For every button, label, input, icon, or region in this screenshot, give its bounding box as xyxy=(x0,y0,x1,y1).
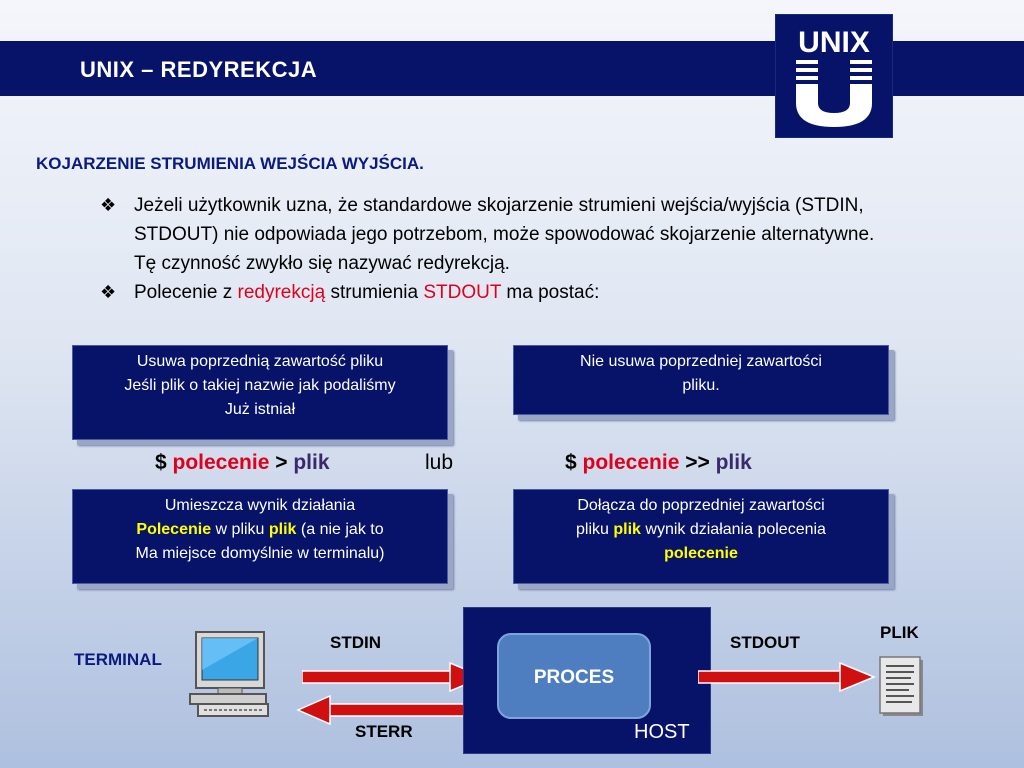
document-icon xyxy=(879,656,925,718)
box-append-result xyxy=(513,489,889,584)
box-append-desc xyxy=(513,345,889,415)
terminal-label: TERMINAL xyxy=(74,650,162,669)
bullet-item xyxy=(100,278,900,307)
box-line: Nie usuwa poprzedniej zawartości xyxy=(580,353,822,370)
bullet-list xyxy=(100,191,900,307)
bullet-text: Jeżeli użytkownik uzna, że standardowe skojarzenie strumieni wejścia/wyjścia (STDIN, STDOUT) nie odpowiada jego potrzebom, może spowodować skojarzenie alternatywne. Tę czynność zwykło się nazywać redyrekcją. xyxy=(134,195,875,274)
cmd-name: polecenie xyxy=(582,451,680,474)
stdin-label: STDIN xyxy=(330,633,381,652)
process-box: PROCES xyxy=(497,633,651,719)
cmd-file: plik xyxy=(293,451,330,474)
arrow-right-icon xyxy=(698,661,876,693)
box-line: Już istniał xyxy=(224,401,296,418)
box-line: Ma miejsce domyślnie w terminalu) xyxy=(135,545,385,562)
highlight-plik: plik xyxy=(613,521,641,538)
section-heading: KOJARZENIE STRUMIENIA WEJŚCIA WYJŚCIA. xyxy=(36,154,424,173)
arrow-right-icon xyxy=(302,661,486,693)
box-line: Jeśli plik o takiej nazwie jak podaliśmy xyxy=(124,377,396,394)
cmd-operator: >> xyxy=(679,451,716,474)
bullet-text-part: ma postać: xyxy=(501,282,600,303)
cmd-dollar: $ xyxy=(155,451,173,474)
box-line: pliku. xyxy=(682,377,720,394)
or-label: lub xyxy=(425,451,454,474)
arrow-left-icon xyxy=(296,695,466,725)
box-line xyxy=(514,518,888,542)
bullet-item xyxy=(100,191,900,278)
plik-label: PLIK xyxy=(880,623,919,642)
box-line: Umieszcza wynik działania xyxy=(164,497,356,514)
box-overwrite-desc xyxy=(72,345,448,440)
box-overwrite-result xyxy=(72,489,448,584)
highlight-stdout: STDOUT xyxy=(423,282,502,303)
sterr-label: STERR xyxy=(355,722,413,741)
computer-terminal-icon xyxy=(188,630,274,718)
stdout-label: STDOUT xyxy=(730,633,800,652)
cmd-operator: > xyxy=(269,451,294,474)
box-line xyxy=(73,518,447,542)
box-line: Dołącza do poprzedniej zawartości xyxy=(577,497,825,514)
bullet-text-part: strumienia xyxy=(325,282,424,303)
box-line: Usuwa poprzednią zawartość pliku xyxy=(136,353,384,370)
command-append xyxy=(565,451,752,475)
highlight-polecenie: polecenie xyxy=(664,545,738,562)
box-text: w pliku xyxy=(211,521,269,538)
box-text: pliku xyxy=(576,521,614,538)
cmd-name: polecenie xyxy=(172,451,270,474)
box-text: (a nie jak to xyxy=(296,521,384,538)
bullet-text-part: Polecenie z xyxy=(134,282,238,303)
unix-logo xyxy=(775,14,893,138)
highlight-polecenie: Polecenie xyxy=(136,521,212,538)
command-overwrite xyxy=(155,451,330,475)
highlight-plik: plik xyxy=(268,521,297,538)
bullet-diamond-icon: ❖ xyxy=(100,195,117,215)
host-label: HOST xyxy=(634,721,690,743)
bullet-diamond-icon: ❖ xyxy=(100,282,117,302)
page-title: UNIX – REDYREKCJA xyxy=(80,57,318,82)
unix-logo-text: UNIX xyxy=(798,26,870,59)
box-text: wynik działania polecenia xyxy=(640,521,826,538)
cmd-file: plik xyxy=(715,451,752,474)
box-line xyxy=(514,542,888,566)
highlight-redirect: redyrekcją xyxy=(237,282,326,303)
cmd-dollar: $ xyxy=(565,451,583,474)
